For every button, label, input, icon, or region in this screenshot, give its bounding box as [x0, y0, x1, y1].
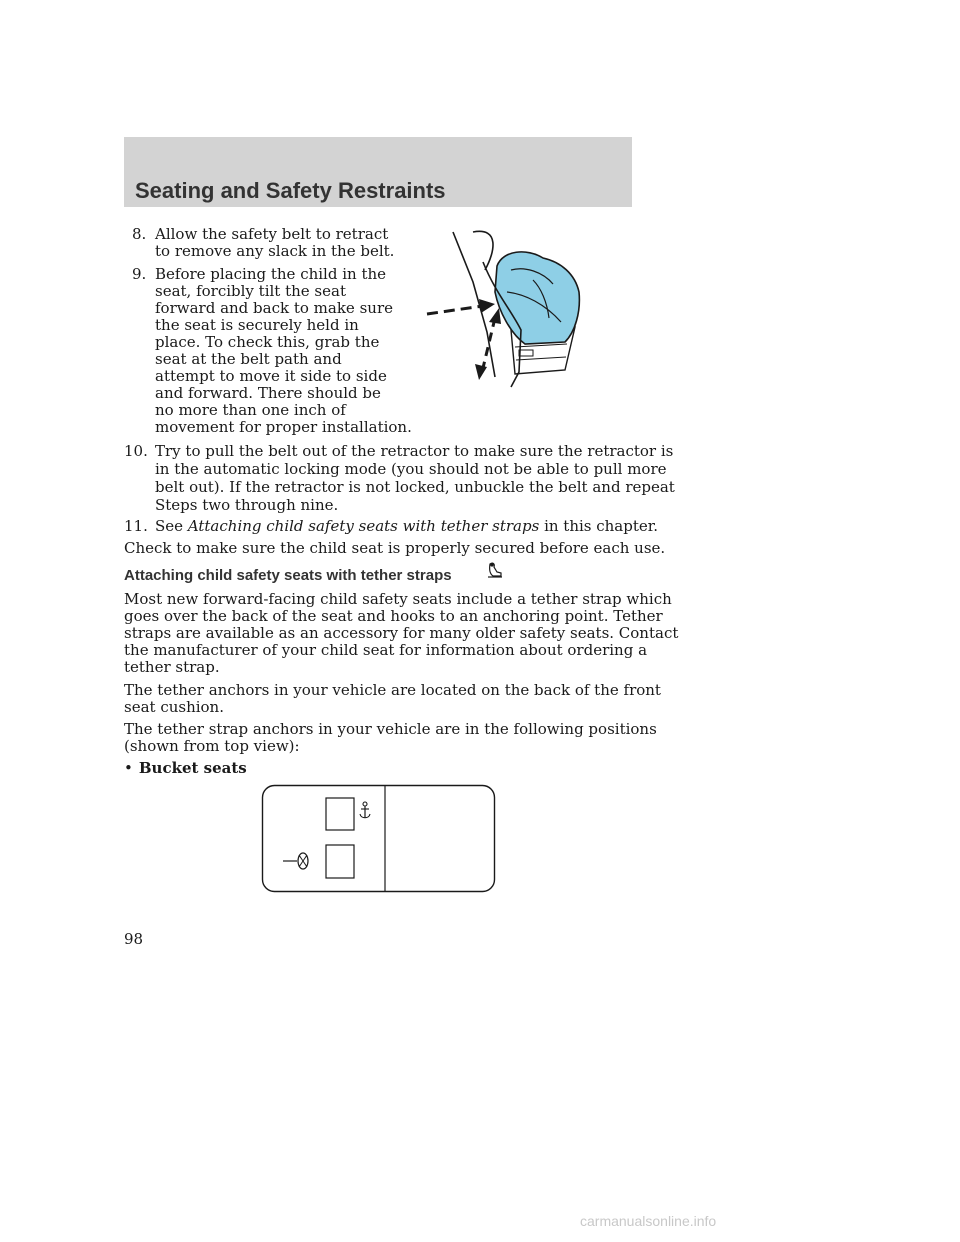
step-11-suffix: in this chapter.: [539, 517, 659, 535]
para-1-line-3: straps are available as an accessory for many older safety seats. Contact: [124, 624, 679, 642]
step-10-line-3: belt out). If the retractor is not locked, unbuckle the belt and repeat: [155, 478, 675, 496]
para-2-line-2: seat cushion.: [124, 698, 224, 716]
page-number: 98: [124, 930, 144, 948]
bullet-item: [124, 759, 247, 778]
para-1-line-2: goes over the back of the seat and hooks to an anchoring point. Tether: [124, 607, 663, 625]
step-9-line-6: seat at the belt path and: [155, 350, 342, 368]
step-10-number: 10.: [124, 442, 148, 460]
section-heading-text: Attaching child safety seats with tether straps: [124, 567, 452, 584]
step-9-line-7: attempt to move it side to side: [155, 367, 387, 385]
bucket-seats-diagram: [261, 784, 496, 894]
step-10-line-1: Try to pull the belt out of the retractor to make sure the retractor is: [155, 442, 674, 460]
para-3-line-2: (shown from top view):: [124, 737, 300, 755]
step-11-link[interactable]: Attaching child safety seats with tether straps: [187, 517, 540, 535]
step-11-text: [155, 517, 658, 536]
para-1-line-5: tether strap.: [124, 658, 220, 676]
watermark: carmanualsonline.info: [580, 1213, 717, 1229]
step-9-line-10: movement for proper installation.: [155, 418, 412, 436]
step-9-line-9: no more than one inch of: [155, 401, 346, 419]
seat-front-passenger: [326, 798, 354, 830]
step-9-line-2: seat, forcibly tilt the seat: [155, 282, 346, 300]
seat-driver: [326, 845, 354, 878]
step-9-line-5: place. To check this, grab the: [155, 333, 380, 351]
child-seat-illustration: [415, 222, 590, 390]
para-1-line-4: the manufacturer of your child seat for information about ordering a: [124, 641, 648, 659]
check-note: Check to make sure the child seat is properly secured before each use.: [124, 539, 666, 557]
step-10-line-4: Steps two through nine.: [155, 496, 339, 514]
step-10-line-2: in the automatic locking mode (you should not be able to pull more: [155, 460, 667, 478]
bullet-dot: •: [124, 759, 133, 777]
step-8-number: 8.: [132, 225, 147, 243]
step-9-line-4: the seat is securely held in: [155, 316, 359, 334]
step-9-number: 9.: [132, 265, 147, 283]
para-3-line-1: The tether strap anchors in your vehicle are in the following positions: [124, 720, 657, 738]
page-title: Seating and Safety Restraints: [135, 178, 446, 203]
step-11-prefix: See: [155, 517, 188, 535]
step-8-line-1: Allow the safety belt to retract: [155, 225, 389, 243]
section-heading: [124, 567, 452, 584]
para-2-line-1: The tether anchors in your vehicle are located on the back of the front: [124, 681, 661, 699]
bullet-label: Bucket seats: [138, 759, 247, 777]
step-9-line-8: and forward. There should be: [155, 384, 381, 402]
step-8-line-2: to remove any slack in the belt.: [155, 242, 395, 260]
child-seat-icon: [484, 561, 504, 581]
step-9-line-3: forward and back to make sure: [155, 299, 393, 317]
para-1-line-1: Most new forward-facing child safety seats include a tether strap which: [124, 590, 672, 608]
step-11-number: 11.: [124, 517, 148, 535]
step-9-line-1: Before placing the child in the: [155, 265, 387, 283]
